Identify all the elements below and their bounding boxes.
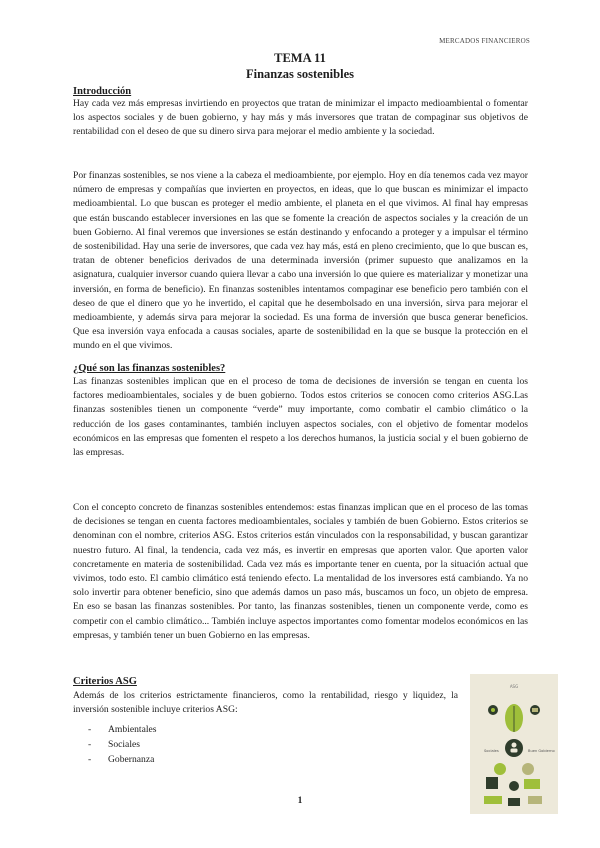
intro-paragraph-2: Por finanzas sostenibles, se nos viene a la cabeza el medioambiente, por ejemplo. Hoy en día tenemos cada vez mayor número de empresas y compañías que invierten en proyectos, en ideas, que lo que buscan es minimizar el impacto medioambiental. Lo que buscan es proteger el medio ambiente, el planeta en el que vivimos. Al final hay empresas que están buscando establecer inversiones en las que se fomente la creación de aspectos sociales y la creación de un buen Gobierno. Al final veremos que inversiones se están destinando y enfocando a proteger y a impulsar el término de sostenibilidad. Hay una serie de inversores, que cada vez hay más, está en pleno crecimiento, que lo que buscan es, tratan de obtener beneficios derivados de una determinada inversión (primer supuesto que analizamos en la asignatura, cualquier inversor cuando quiera llevar a cabo una inversión lo que quiere es materializar y monetizar una inversión, en forma de beneficio). En finanzas sostenibles intentamos compaginar ese beneficio pero también con el deseo de que el dinero que yo he invertido, el capital que he desembolsado en una inversión, sirva para mejorar el medioambiente, y además sirva para mejorar la sociedad. Es una forma de inversión que busca generar beneficios. Que esa inversión vaya enfocada a causas sociales, aparte de sostenibilidad en la que se busque la protección en el mundo en el que vivimos. bbox=[73, 170, 528, 352]
illustration-top-label: ASG bbox=[509, 684, 519, 689]
coins-icon bbox=[522, 763, 534, 775]
handshake-icon bbox=[494, 763, 506, 775]
section-heading-what: ¿Qué son las finanzas sostenibles? bbox=[73, 363, 226, 374]
what-paragraph-2: Con el concepto concreto de finanzas sostenibles entendemos: estas finanzas implican que en el proceso de las tomas de decisiones se tengan en cuenta factores medioambientales, sociales y también de buen Gobierno. Estos criterios se denominan con el nombre, criterios ASG. Estos criterios están vinculados con la responsabilidad, y buscan garantizar nuestro futuro. Al final, la tendencia, cada vez más, es invertir en empresas que aporten valor. Que aporten valor concretamente en materia de sostenibilidad. Cada vez más es importante tener en cuenta, por la situación actual que vivimos, todo esto. El cambio climático está teniendo efecto. La mentalidad de los inversores está cambiando. Ya no solo invertir para obtener beneficio, sino que además damos un paso más, buscamos un foco, un objeto de empresa. En eso se basan las finanzas sostenibles. Por tanto, las finanzas sostenibles, tienen un componente verde, como es competir con el cambio climático... También incluye aspectos importantes como fomentar modelos económicos en las empresas, y también tener un buen Gobierno en las empresas. bbox=[73, 502, 528, 641]
bullet-dash: - bbox=[88, 754, 92, 765]
topic-number: TEMA 11 bbox=[274, 51, 326, 65]
list-item bbox=[88, 722, 157, 737]
asg-criteria-list bbox=[88, 722, 157, 767]
briefcase-icon bbox=[524, 779, 540, 789]
running-header: MERCADOS FINANCIEROS bbox=[439, 37, 530, 45]
what-paragraph-1: Las finanzas sostenibles implican que en el proceso de toma de decisiones de inversión se tengan en cuenta los factores medioambientales, sociales y de buen gobierno. Todos estos criterios se conocen como criterios ASG.Las finanzas sostenibles tienen un componente “verde” muy importante, como combatir el cambio climático o la reducción de los gases contaminantes, también incluyen aspectos sociales, con el objetivo de fomentar modelos económicos en las empresas que fomenten el respeto a los derechos humanos, la justicia social y el buen gobierno de las empresas. bbox=[73, 376, 528, 459]
asg-paragraph: Además de los criterios estrictamente financieros, como la rentabilidad, riesgo y liquidez, la inversión sostenible incluye criterios ASG: bbox=[73, 690, 458, 716]
list-item-text: Gobernanza bbox=[108, 754, 155, 765]
illustration-right-label: Buen Gobierno bbox=[528, 749, 555, 753]
section-heading-intro: Introducción bbox=[73, 86, 132, 97]
list-item-text: Ambientales bbox=[108, 724, 157, 735]
list-item bbox=[88, 737, 157, 752]
illustration-left-label: Sociales bbox=[484, 749, 499, 753]
asg-illustration bbox=[470, 674, 558, 814]
list-item-text: Sociales bbox=[108, 739, 140, 750]
bullet-dash: - bbox=[88, 724, 92, 735]
page-title: Finanzas sostenibles bbox=[245, 67, 354, 81]
list-item bbox=[88, 752, 157, 767]
document-icon bbox=[486, 777, 498, 789]
section-heading-asg: Criterios ASG bbox=[73, 676, 137, 687]
page-number: 1 bbox=[297, 796, 303, 806]
intro-paragraph-1: Hay cada vez más empresas invirtiendo en proyectos que tratan de minimizar el impacto medioambiental o fomentar los aspectos sociales y de buen gobierno, y hay más y más inversores que tratan de compaginar sus objetivos de rentabilidad con el deseo de que su dinero sirva para mejorar el medio ambiente y la sociedad. bbox=[73, 98, 528, 138]
person-icon bbox=[505, 739, 523, 757]
bullet-dash: - bbox=[88, 739, 92, 750]
gear-icon bbox=[509, 781, 519, 791]
